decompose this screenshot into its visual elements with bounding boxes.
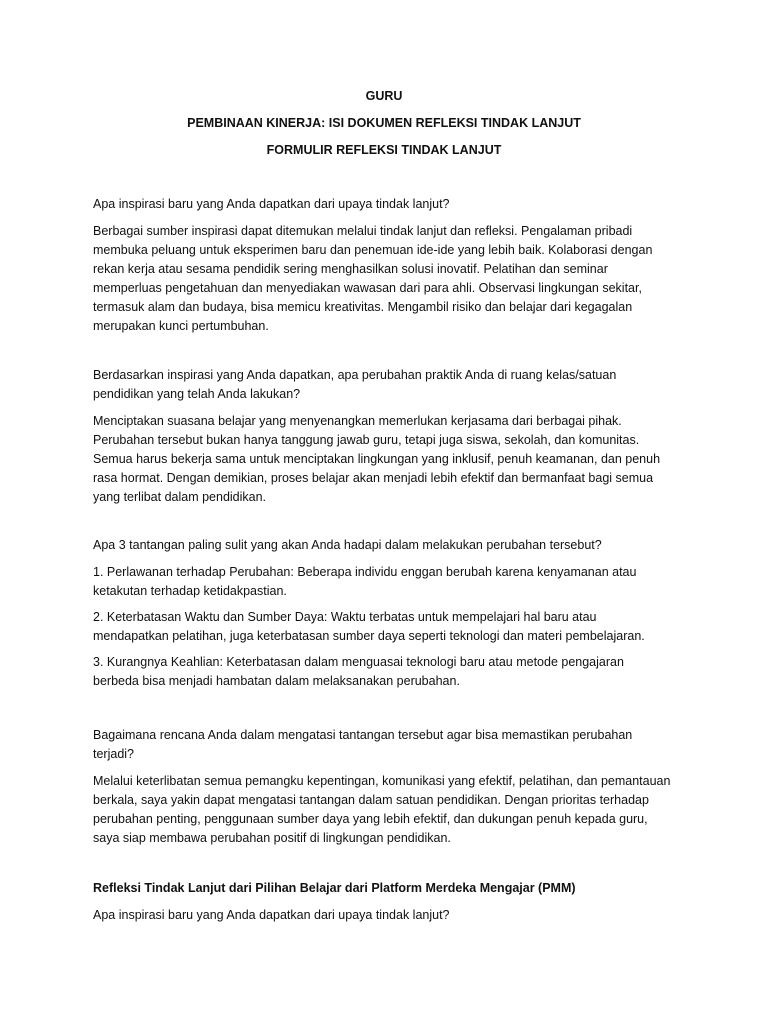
answer-perubahan-praktik: Menciptakan suasana belajar yang menyenangkan memerlukan kerjasama dari berbagai pihak. Perubahan tersebut bukan hanya tanggung jawab guru, tetapi juga siswa, sekolah, dan komunitas. Semua harus bekerja sama untuk menciptakan lingkungan yang inklusif, penuh keamanan, dan penuh rasa hormat. Dengan demikian, proses belajar akan menjadi lebih efektif dan bermanfaat bagi semua yang terlibat dalam pendidikan. [93, 414, 661, 504]
doc-title-pembinaan-kinerja: PEMBINAAN KINERJA: ISI DOKUMEN REFLEKSI TINDAK LANJUT [187, 116, 581, 130]
question-tantangan: Apa 3 tantangan paling sulit yang akan Anda hadapi dalam melakukan perubahan tersebut? [93, 538, 602, 552]
answer-inspirasi: Berbagai sumber inspirasi dapat ditemukan melalui tindak lanjut dan refleksi. Pengalaman pribadi membuka peluang untuk eksperimen baru dan penemuan ide-ide yang lebih baik. Kolaborasi dengan rekan kerja atau sesama pendidik sering menghasilkan solusi inovatif. Pelatihan dan seminar memperluas pengetahuan dan menyediakan wawasan dari para ahli. Observasi lingkungan sekitar, termasuk alam dan budaya, bisa memicu kreativitas. Mengambil risiko dan belajar dari kegagalan merupakan kunci pertumbuhan. [93, 224, 653, 333]
answer-rencana: Melalui keterlibatan semua pemangku kepentingan, komunikasi yang efektif, pelatihan, dan pemantauan berkala, saya yakin dapat mengatasi tantangan dalam satuan pendidikan. Dengan prioritas terhadap perubahan penting, penggunaan sumber daya yang lebih efektif, dan dukungan penuh kepada guru, saya siap membawa perubahan positif di lingkungan pendidikan. [93, 774, 671, 845]
question-inspirasi: Apa inspirasi baru yang Anda dapatkan dari upaya tindak lanjut? [93, 197, 450, 211]
list-item: 1. Perlawanan terhadap Perubahan: Beberapa individu enggan berubah karena kenyamanan atau ketakutan terhadap ketidakpastian. [93, 565, 637, 598]
question-perubahan-praktik: Berdasarkan inspirasi yang Anda dapatkan, apa perubahan praktik Anda di ruang kelas/satuan pendidikan yang telah Anda lakukan? [93, 368, 617, 401]
list-item: 3. Kurangnya Keahlian: Keterbatasan dalam menguasai teknologi baru atau metode pengajaran berbeda bisa menjadi hambatan dalam melaksanakan perubahan. [93, 655, 624, 688]
list-item: 2. Keterbatasan Waktu dan Sumber Daya: Waktu terbatas untuk mempelajari hal baru atau mendapatkan pelatihan, juga keterbatasan sumber daya seperti teknologi dan materi pembelajaran. [93, 610, 645, 643]
doc-title-guru: GURU [365, 89, 403, 103]
doc-title-formulir: FORMULIR REFLEKSI TINDAK LANJUT [266, 143, 502, 157]
pmm-heading: Refleksi Tindak Lanjut dari Pilihan Belajar dari Platform Merdeka Mengajar (PMM) [93, 881, 576, 895]
question-rencana: Bagaimana rencana Anda dalam mengatasi tantangan tersebut agar bisa memastikan perubahan terjadi? [93, 728, 633, 761]
question-pmm-inspirasi: Apa inspirasi baru yang Anda dapatkan dari upaya tindak lanjut? [93, 908, 450, 922]
